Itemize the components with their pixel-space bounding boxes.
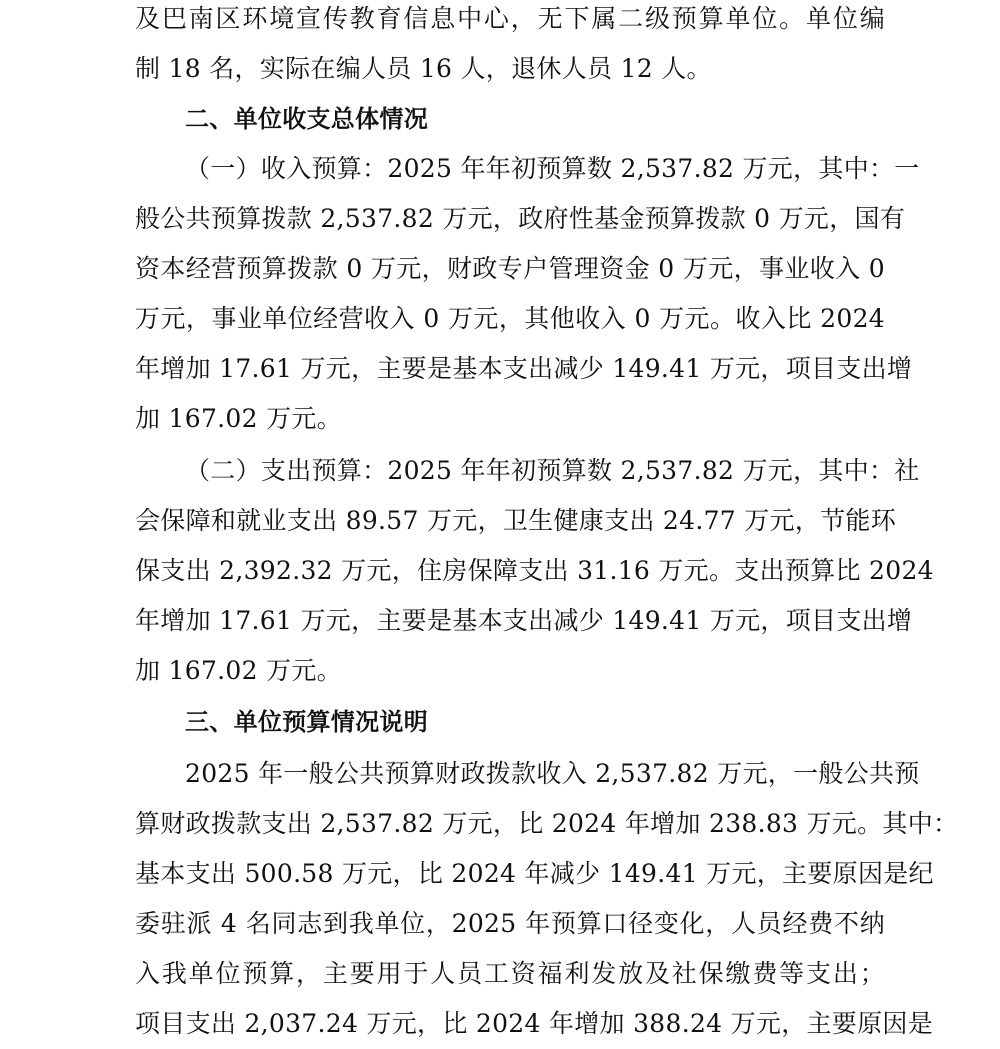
body-text-line: 般公共预算拨款 2,537.82 万元，政府性基金预算拨款 0 万元，国有: [135, 204, 906, 233]
body-text-line: 年增加 17.61 万元，主要是基本支出减少 149.41 万元，项目支出增: [135, 354, 913, 383]
body-text-line: 保支出 2,392.32 万元，住房保障支出 31.16 万元。支出预算比 2024: [135, 556, 934, 585]
body-text-line: 委驻派 4 名同志到我单位，2025 年预算口径变化，人员经费不纳: [135, 909, 885, 938]
paragraph-first-line: （一）收入预算：2025 年年初预算数 2,537.82 万元，其中：一: [185, 154, 920, 183]
body-text-line: 加 167.02 万元。: [135, 656, 342, 685]
paragraph-first-line: （二）支出预算：2025 年年初预算数 2,537.82 万元，其中：社: [185, 456, 920, 485]
body-text-line: 年增加 17.61 万元，主要是基本支出减少 149.41 万元，项目支出增: [135, 606, 913, 635]
body-text-line: 及巴南区环境宣传教育信息中心，无下属二级预算单位。单位编: [135, 4, 885, 33]
body-text-line: 会保障和就业支出 89.57 万元，卫生健康支出 24.77 万元，节能环: [135, 506, 897, 535]
body-text-line: 资本经营预算拨款 0 万元，财政专户管理资金 0 万元，事业收入 0: [135, 254, 885, 283]
body-text-line: 项目支出 2,037.24 万元，比 2024 年增加 388.24 万元，主要原因是: [135, 1009, 934, 1038]
paragraph-first-line: 2025 年一般公共预算财政拨款收入 2,537.82 万元，一般公共预: [185, 759, 920, 788]
body-text-line: 基本支出 500.58 万元，比 2024 年减少 149.41 万元，主要原因是纪: [135, 859, 934, 888]
body-text-line: 万元，事业单位经营收入 0 万元，其他收入 0 万元。收入比 2024: [135, 304, 885, 333]
body-text-line: 制 18 名，实际在编人员 16 人，退休人员 12 人。: [135, 54, 712, 83]
section-heading: 二、单位收支总体情况: [185, 105, 428, 133]
section-heading: 三、单位预算情况说明: [185, 708, 428, 736]
body-text-line: 算财政拨款支出 2,537.82 万元，比 2024 年增加 238.83 万元。其中：: [135, 809, 959, 838]
body-text-line: 加 167.02 万元。: [135, 404, 342, 433]
body-text-line: 入我单位预算，主要用于人员工资福利发放及社保缴费等支出；: [135, 959, 885, 988]
